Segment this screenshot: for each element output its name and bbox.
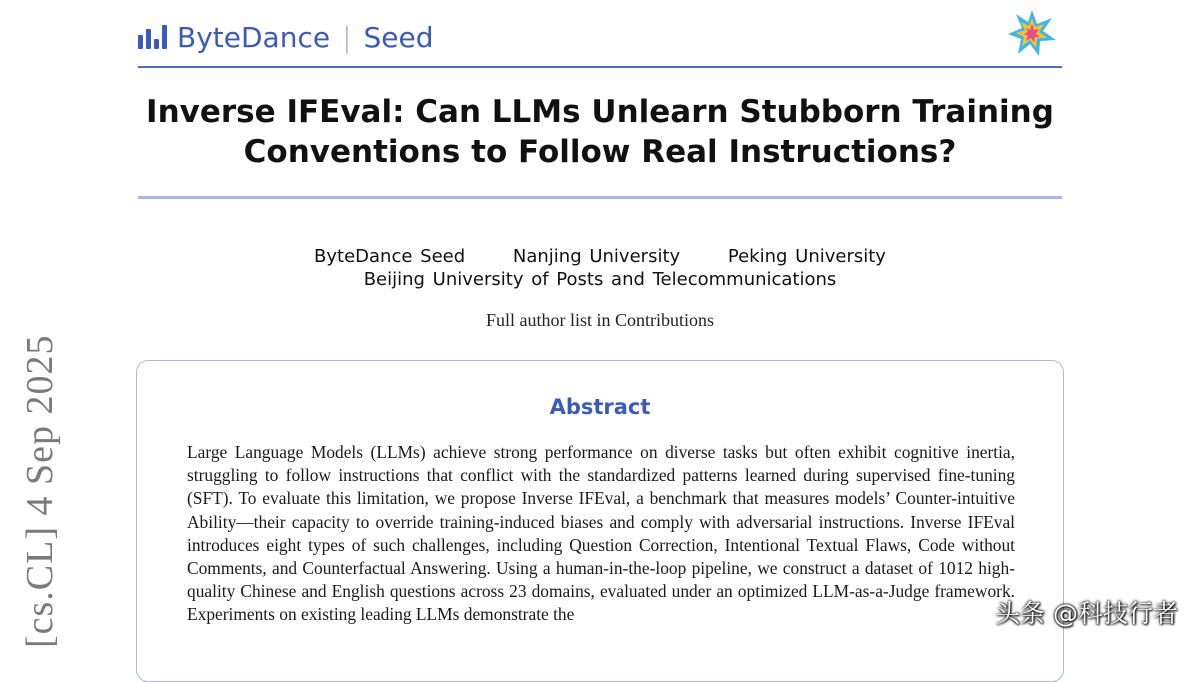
bytedance-bars-icon [138,25,167,49]
affiliation-bupt: Beijing University of Posts and Telecommunications [363,269,837,290]
affiliation-peking-university: Peking University [727,246,886,267]
brand-name: ByteDance [177,20,331,54]
abstract-text: Large Language Models (LLMs) achieve strong performance on diverse tasks but often exhibit cognitive inertia, struggling to follow instructions that conflict with the standardized patterns learned during supervised fine-tuning (SFT). To evaluate this limitation, we propose Inverse IFEval, a benchmark that measures models’ Counter-intuitive Ability—their capacity to override training-induced biases and comply with adversarial instructions. Inverse IFEval introduces eight types of such challenges, including Question Correction, Intentional Textual Flaws, Code without Comments, and Counterfactual Answering. Using a human-in-the-loop pipeline, we construct a dataset of 1012 high-quality Chinese and English questions across 23 domains, evaluated under an optimized LLM-as-a-Judge framework. Experiments on existing leading LLMs demonstrate the [187,442,1015,625]
affiliation-bytedance-seed: ByteDance Seed [314,246,466,267]
abstract-box [136,360,1064,682]
title-line-2: Conventions to Follow Real Instructions? [243,134,957,170]
watermark: 头条 @科技行者 [995,599,1178,628]
abstract-heading: Abstract [549,395,651,419]
paper-title [100,92,1100,172]
product-name: Seed [363,20,434,54]
affiliation-nanjing-university: Nanjing University [512,246,681,267]
arxiv-margin-stamp: [cs.CL] 4 Sep 2025 [19,334,61,648]
author-note: Full author list in Contributions [485,310,714,330]
header-rule [138,66,1062,68]
affiliations-row-1 [100,246,1100,267]
title-rule [138,196,1062,199]
title-line-1: Inverse IFEval: Can LLMs Unlearn Stubborn Training [146,94,1054,130]
seed-star-icon [1006,8,1058,58]
logo-separator: | [342,20,352,54]
bytedance-seed-logo [138,18,434,56]
